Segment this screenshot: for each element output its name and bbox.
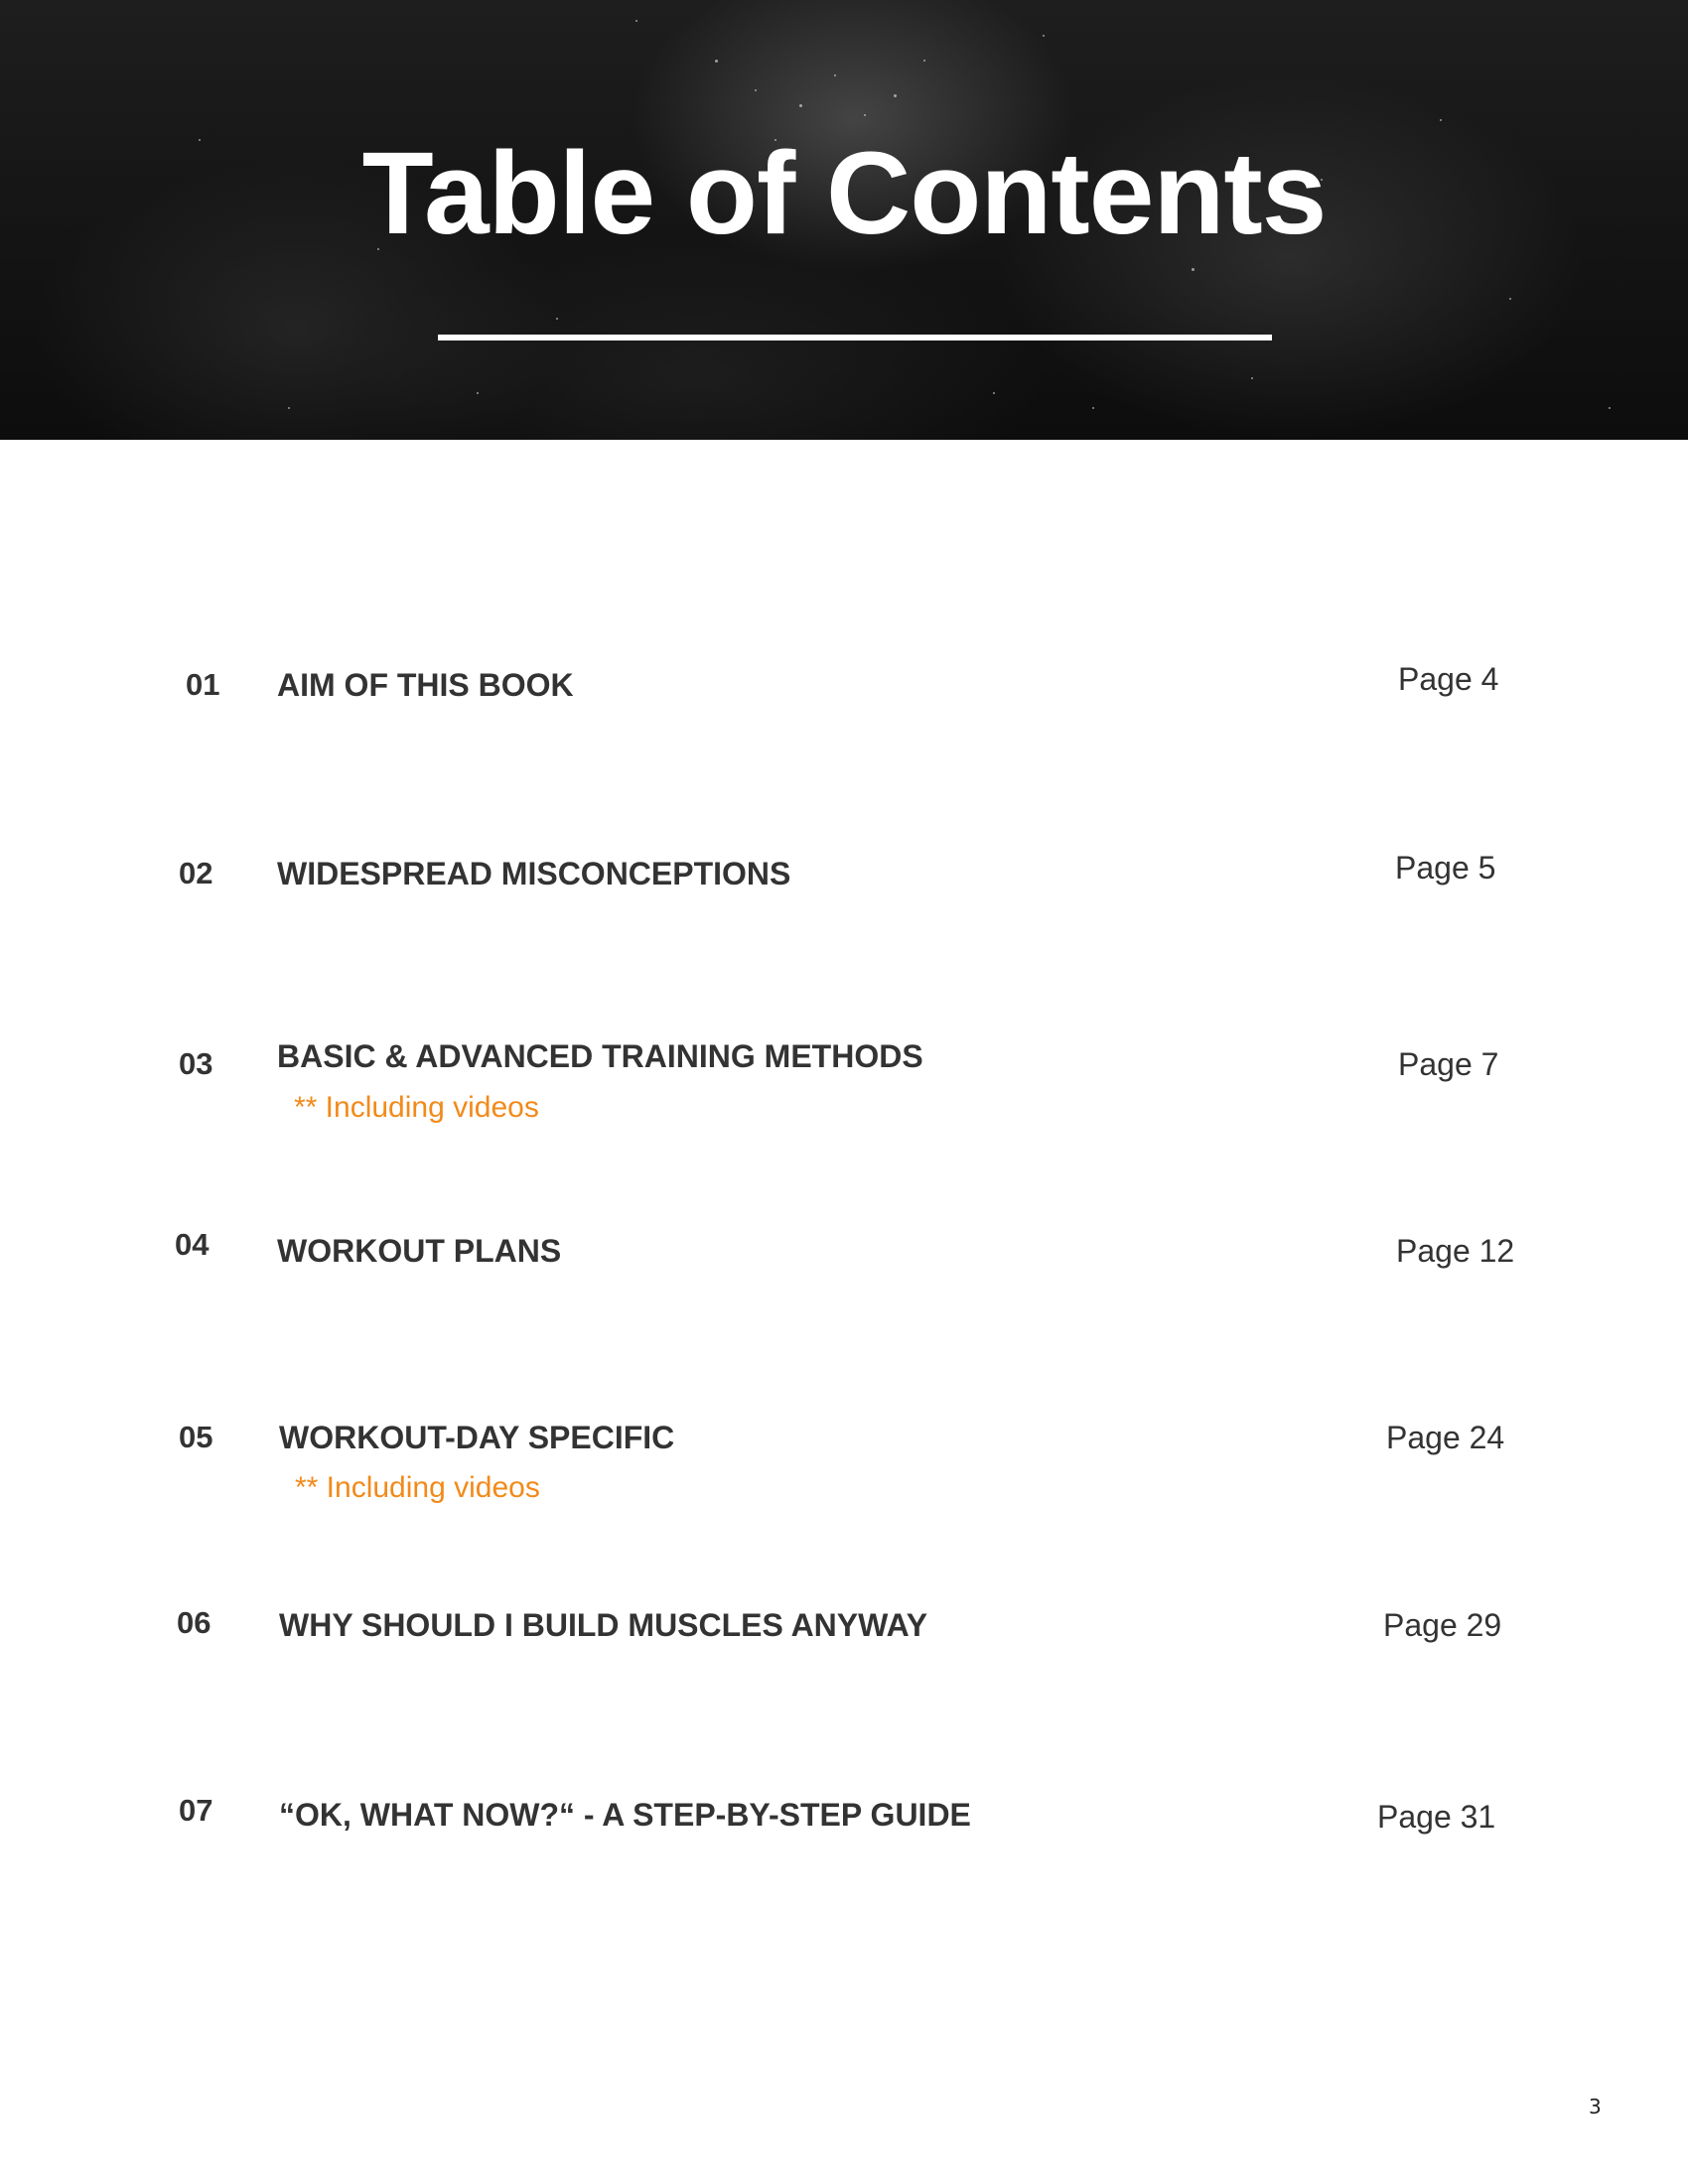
toc-entry-title: BASIC & ADVANCED TRAINING METHODS	[277, 1038, 923, 1074]
page-title: Table of Contents	[361, 128, 1327, 259]
toc-entry-number: 04	[175, 1227, 210, 1262]
toc-entry-number: 02	[179, 856, 213, 890]
toc-entry-number: 01	[186, 667, 220, 702]
toc-entry-note: ** Including videos	[295, 1471, 540, 1504]
toc-entry-page: Page 7	[1398, 1046, 1499, 1082]
toc-entry-page: Page 5	[1395, 850, 1496, 886]
toc-entry-number: 06	[177, 1605, 211, 1640]
page-number: 3	[1589, 2095, 1602, 2118]
toc-entry-page: Page 29	[1383, 1607, 1502, 1643]
toc-entry-title: “OK, WHAT NOW?“ - A STEP-BY-STEP GUIDE	[279, 1797, 971, 1833]
toc-entry-04[interactable]	[0, 1227, 1688, 1312]
toc-entry-03[interactable]	[0, 1038, 1688, 1124]
toc-entry-page: Page 12	[1396, 1233, 1515, 1269]
toc-entry-page: Page 24	[1386, 1420, 1505, 1455]
toc-entry-number: 03	[179, 1046, 213, 1081]
toc-entry-number: 07	[179, 1793, 213, 1828]
toc-entry-title: WIDESPREAD MISCONCEPTIONS	[277, 856, 791, 891]
header-banner	[0, 0, 1688, 440]
toc-entry-page: Page 31	[1377, 1799, 1496, 1835]
toc-entry-title: WORKOUT PLANS	[277, 1233, 562, 1269]
toc-entry-number: 05	[179, 1420, 213, 1454]
toc-entry-title: WORKOUT-DAY SPECIFIC	[279, 1420, 675, 1455]
toc-entry-05[interactable]	[0, 1420, 1688, 1504]
toc-entry-07[interactable]	[0, 1793, 1688, 1876]
toc-entry-title: WHY SHOULD I BUILD MUSCLES ANYWAY	[279, 1607, 928, 1643]
title-underline	[438, 335, 1272, 341]
toc-entry-title: AIM OF THIS BOOK	[277, 667, 574, 703]
toc-entry-01[interactable]	[0, 661, 1688, 747]
toc-entry-note: ** Including videos	[294, 1091, 539, 1124]
toc-entry-02[interactable]	[0, 850, 1688, 935]
toc-entry-page: Page 4	[1398, 661, 1499, 697]
toc-entry-06[interactable]	[0, 1607, 1688, 1687]
